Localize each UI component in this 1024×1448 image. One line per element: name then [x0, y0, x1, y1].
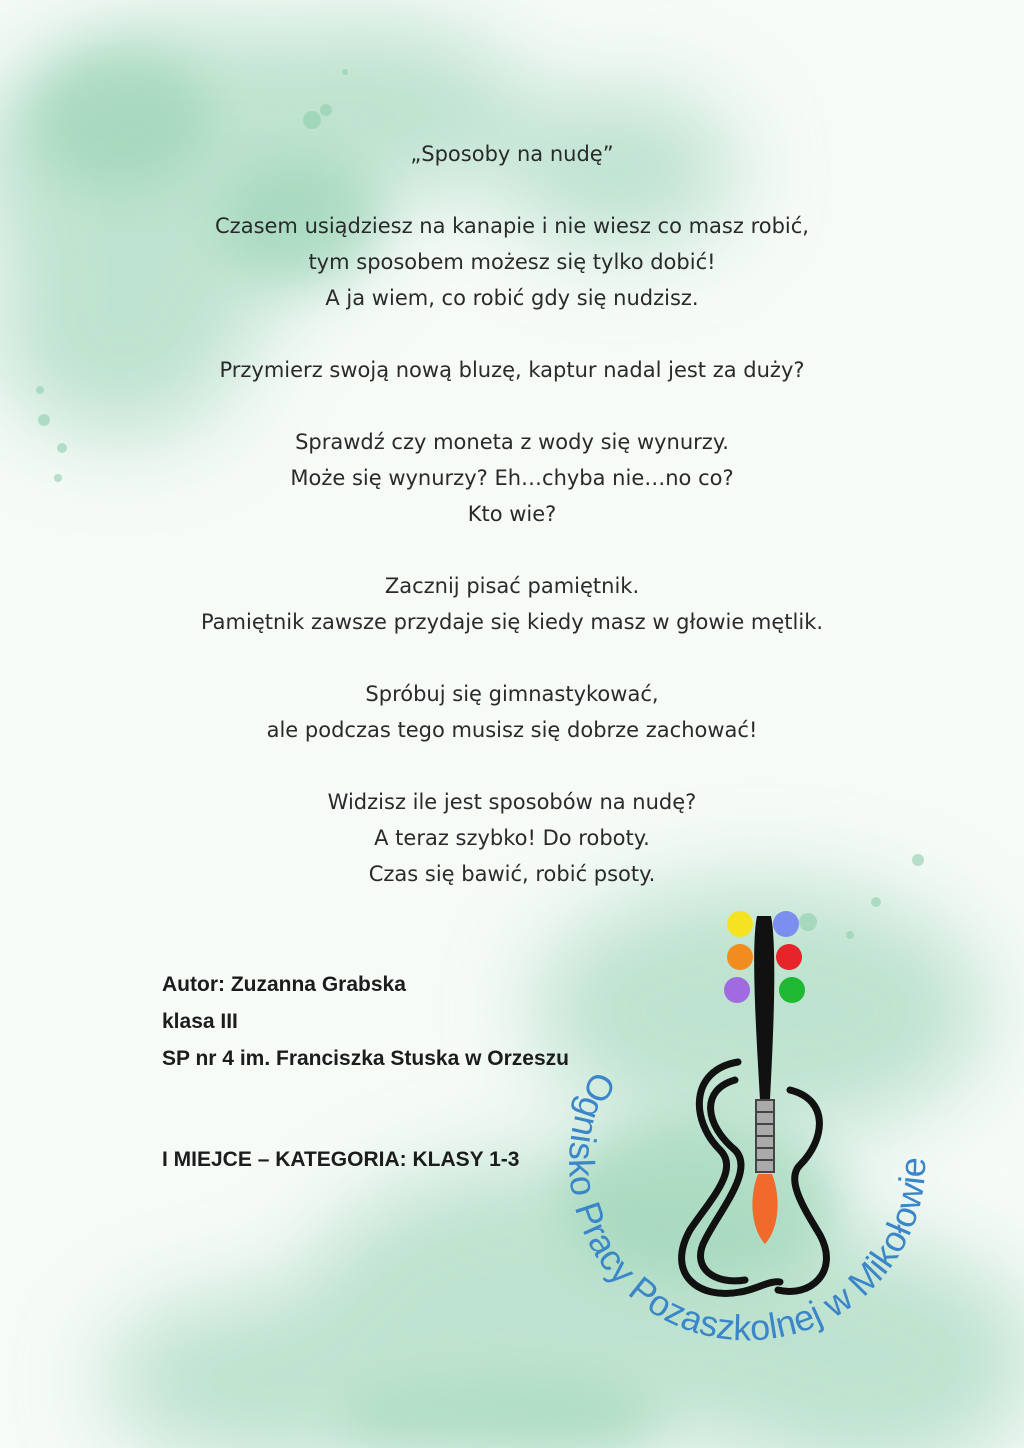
palette-dot-yellow [727, 911, 753, 937]
poem-title: „Sposoby na nudę” [410, 142, 614, 166]
school-logo [540, 840, 980, 1400]
palette-dot-purple [724, 977, 750, 1003]
award-line: I MIEJCE – KATEGORIA: KLASY 1-3 [162, 1148, 520, 1171]
poem-line: tym sposobem możesz się tylko dobić! [308, 250, 716, 274]
poem-line: Czasem usiądziesz na kanapie i nie wiesz co masz robić, [215, 214, 809, 238]
school-line: SP nr 4 im. Franciszka Stuska w Orzeszu [162, 1047, 569, 1070]
guitar-outline-right [778, 1090, 826, 1291]
poem-line: Czas się bawić, robić psoty. [368, 862, 656, 886]
poem-line: Spróbuj się gimnastykować, [365, 682, 659, 706]
poem-line: ale podczas tego musisz się dobrze zachować! [266, 718, 758, 742]
poem-line: Zacznij pisać pamiętnik. [384, 574, 640, 598]
poem-line: A teraz szybko! Do roboty. [374, 826, 650, 850]
palette-dot-orange [727, 944, 753, 970]
stanza-1 [0, 208, 1024, 316]
stanza-5 [0, 676, 1024, 748]
credits [162, 966, 569, 1077]
stanza-4 [0, 568, 1024, 640]
paintbrush-icon [752, 916, 777, 1244]
logo-text-path: Ognisko Pracy Pozaszkolnej w Mikołowie [560, 1066, 934, 1349]
logo-circular-text [561, 1066, 933, 1349]
author-line: Autor: Zuzanna Grabska [162, 973, 406, 996]
poem [0, 136, 1024, 928]
palette-dot-blue [773, 911, 799, 937]
stanza-3 [0, 424, 1024, 532]
stanza-2 [0, 352, 1024, 388]
poem-line: Widzisz ile jest sposobów na nudę? [327, 790, 697, 814]
poem-line: Kto wie? [467, 502, 557, 526]
poem-line: A ja wiem, co robić gdy się nudzisz. [325, 286, 699, 310]
poem-line: Może się wynurzy? Eh…chyba nie…no co? [290, 466, 734, 490]
palette-dot-green [779, 977, 805, 1003]
poem-line: Sprawdź czy moneta z wody się wynurzy. [295, 430, 729, 454]
palette-dot-red [776, 944, 802, 970]
poem-line: Pamiętnik zawsze przydaje się kiedy masz w głowie mętlik. [200, 610, 824, 634]
class-line: klasa III [162, 1010, 238, 1033]
poem-line: Przymierz swoją nową bluzę, kaptur nadal jest za duży? [219, 358, 805, 382]
